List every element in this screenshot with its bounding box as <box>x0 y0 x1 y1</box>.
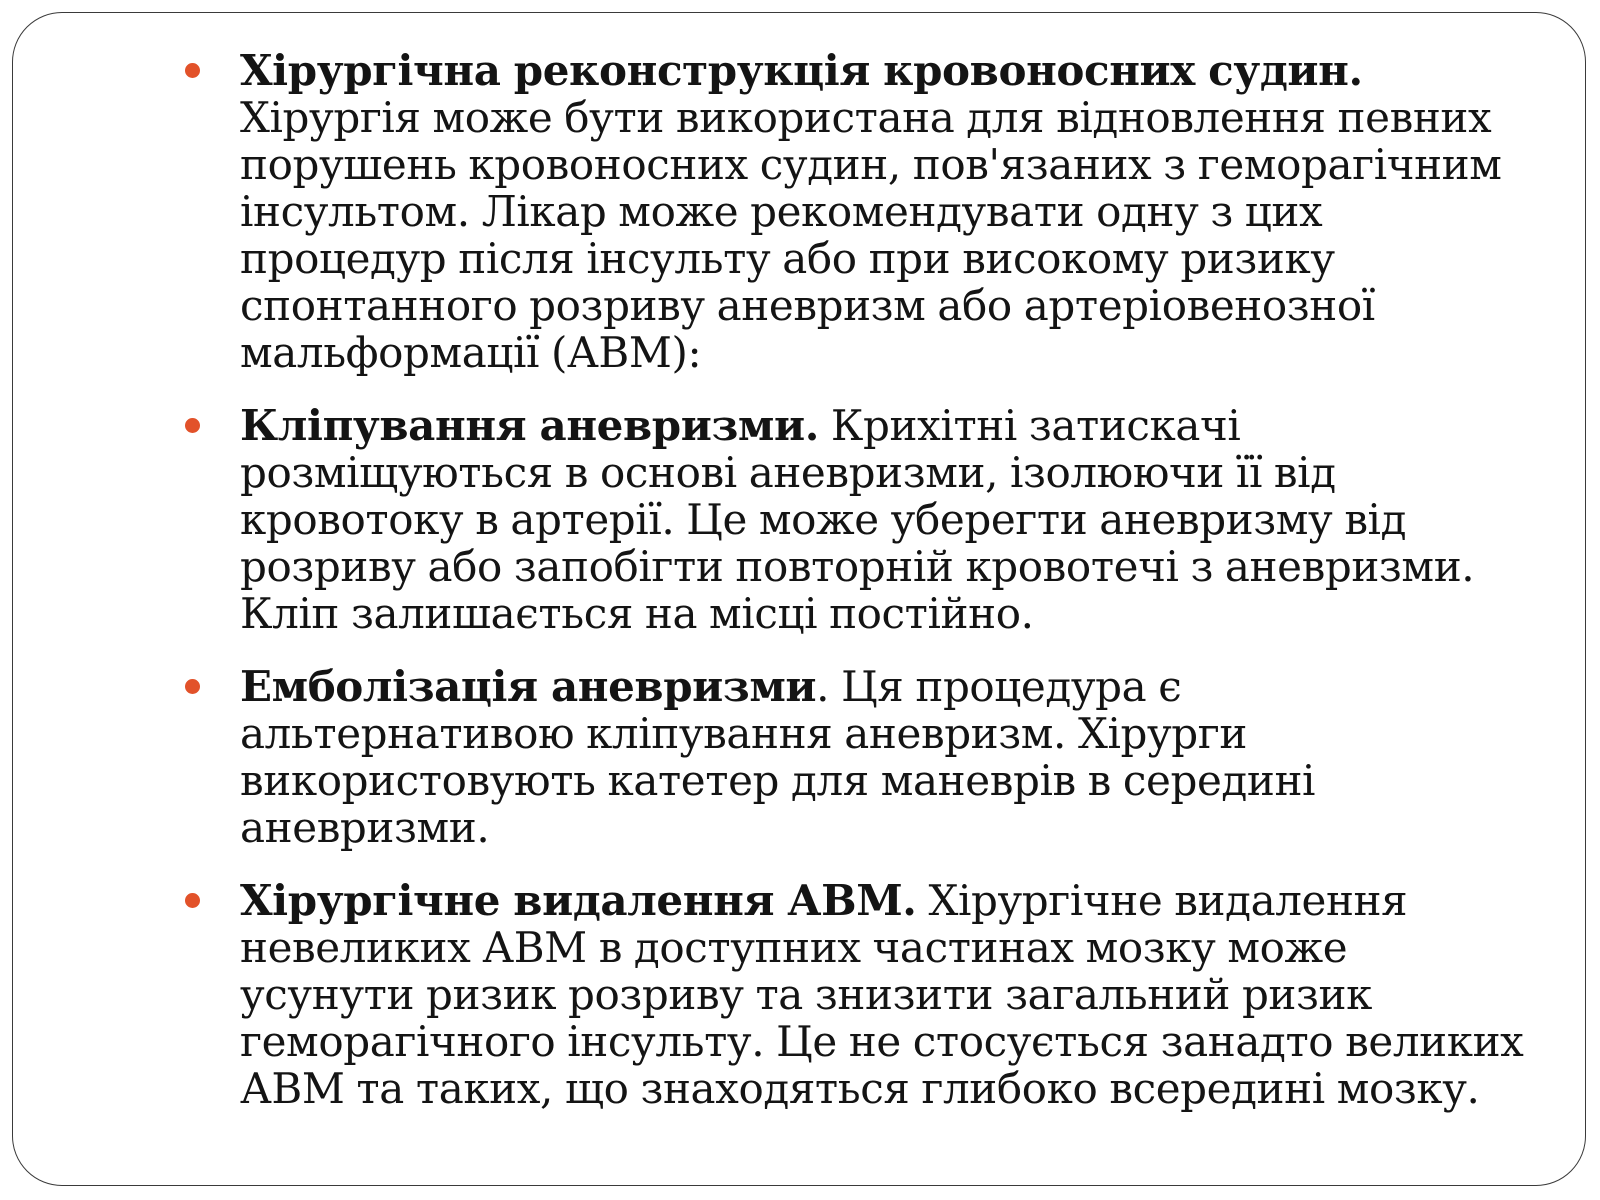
bullet-item-aneurysm-clipping <box>185 402 1525 637</box>
bullet-icon <box>185 679 200 694</box>
bullet-heading: Хірургічне видалення АВМ. <box>240 876 917 925</box>
bullet-heading: Емболізація аневризми <box>240 662 817 711</box>
bullet-heading: Хірургічна реконструкція кровоносних судин. <box>240 46 1363 95</box>
bullet-text: Хірургічне видалення невеликих АВМ в доступних частинах мозку може усунути ризик розриву та знизити загальний ризик геморагічного інсульту. Це не стосується занадто великих АВМ та таких, що знаходяться глибоко всередині мозку. <box>240 876 1524 1113</box>
bullet-item-vessel-reconstruction <box>185 47 1525 376</box>
bullet-item-aneurysm-embolization <box>185 663 1525 851</box>
bullet-heading: Кліпування аневризми. <box>240 401 819 450</box>
bullet-text: Крихітні затискачі розміщуються в основі аневризми, ізолюючи її від кровотоку в артерії. Це може уберегти аневризму від розриву або запобігти повторній кровотечі з аневризми. Кліп залишається на місці постійно. <box>240 401 1475 638</box>
bullet-icon <box>185 418 200 433</box>
bullet-icon <box>185 893 200 908</box>
slide-frame <box>12 12 1586 1186</box>
bullet-list <box>185 47 1525 1138</box>
bullet-icon <box>185 63 200 78</box>
bullet-item-avm-removal <box>185 877 1525 1112</box>
bullet-text: Хірургія може бути використана для відновлення певних порушень кровоносних судин, пов'язаних з геморагічним інсультом. Лікар може рекомендувати одну з цих процедур після інсульту або при високому ризику спонтанного розриву аневризм або артеріовенозної мальформації (АВМ): <box>240 93 1502 377</box>
bullet-text: . Ця процедура є альтернативою кліпування аневризм. Хірурги використовують катетер для маневрів в середині аневризми. <box>240 662 1316 852</box>
